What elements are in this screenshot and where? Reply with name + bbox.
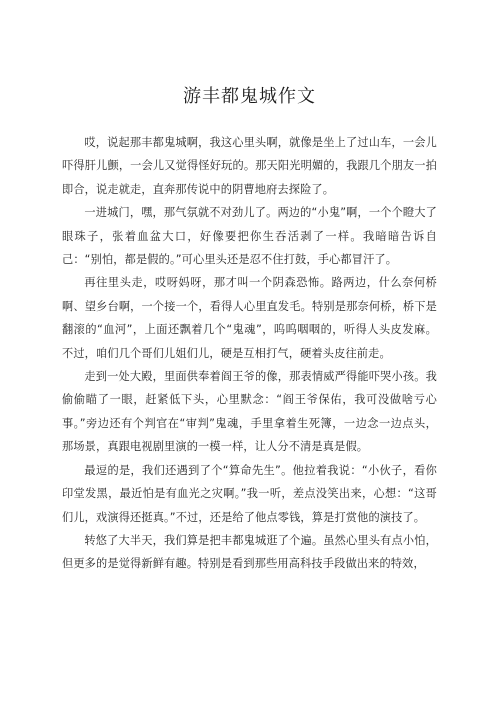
paragraph-6: 转悠了大半天，我们算是把丰都鬼城逛了个遍。虽然心里头有点小怕，但更多的是觉得新鲜有趣。特别是看到那些用高科技手段做出来的特效，	[62, 533, 437, 571]
paragraph-2: 一进城门，嘿，那气氛就不对劲儿了。两边的“小鬼”啊，一个个瞪大了眼珠子，张着血盆大口，好像要把你生吞活剥了一样。我暗暗告诉自己：“别怕，都是假的。”可心里头还是忍不住打鼓，手心都冒汗了。	[62, 206, 437, 267]
document-title: 游丰都鬼城作文	[183, 86, 316, 107]
document-body	[62, 131, 437, 576]
paragraph-5: 最逗的是，我们还遇到了个“算命先生”。他拉着我说：“小伙子，看你印堂发黑，最近怕是有血光之灾啊。”我一听，差点没笑出来，心想：“这哥们儿，戏演得还挺真。”不过，还是给了他点零钱，算是打赏他的演技了。	[62, 463, 437, 524]
paragraph-1: 哎，说起那丰都鬼城啊，我这心里头啊，就像是坐上了过山车，一会儿吓得肝儿颤，一会儿又觉得怪好玩的。那天阳光明媚的，我跟几个朋友一拍即合，说走就走，直奔那传说中的阴曹地府去探险了。	[62, 136, 437, 196]
paragraph-4: 走到一处大殿，里面供奉着阎王爷的像，那表情威严得能吓哭小孩。我偷偷瞄了一眼，赶紧低下头，心里默念：“阎王爷保佑，我可没做啥亏心事。”旁边还有个判官在“审判”鬼魂，手里拿着生死簿，一边念一边点头，那场景，真跟电视剧里演的一模一样，让人分不清是真是假。	[62, 370, 437, 454]
paragraph-3: 再往里头走，哎呀妈呀，那才叫一个阴森恐怖。路两边，什么奈何桥啊、望乡台啊，一个接一个，看得人心里直发毛。特别是那奈何桥，桥下是翻滚的“血河”，上面还飘着几个“鬼魂”，呜呜咽咽的，听得人头皮发麻。不过，咱们几个哥们儿姐们儿，硬是互相打气，硬着头皮往前走。	[62, 276, 437, 360]
